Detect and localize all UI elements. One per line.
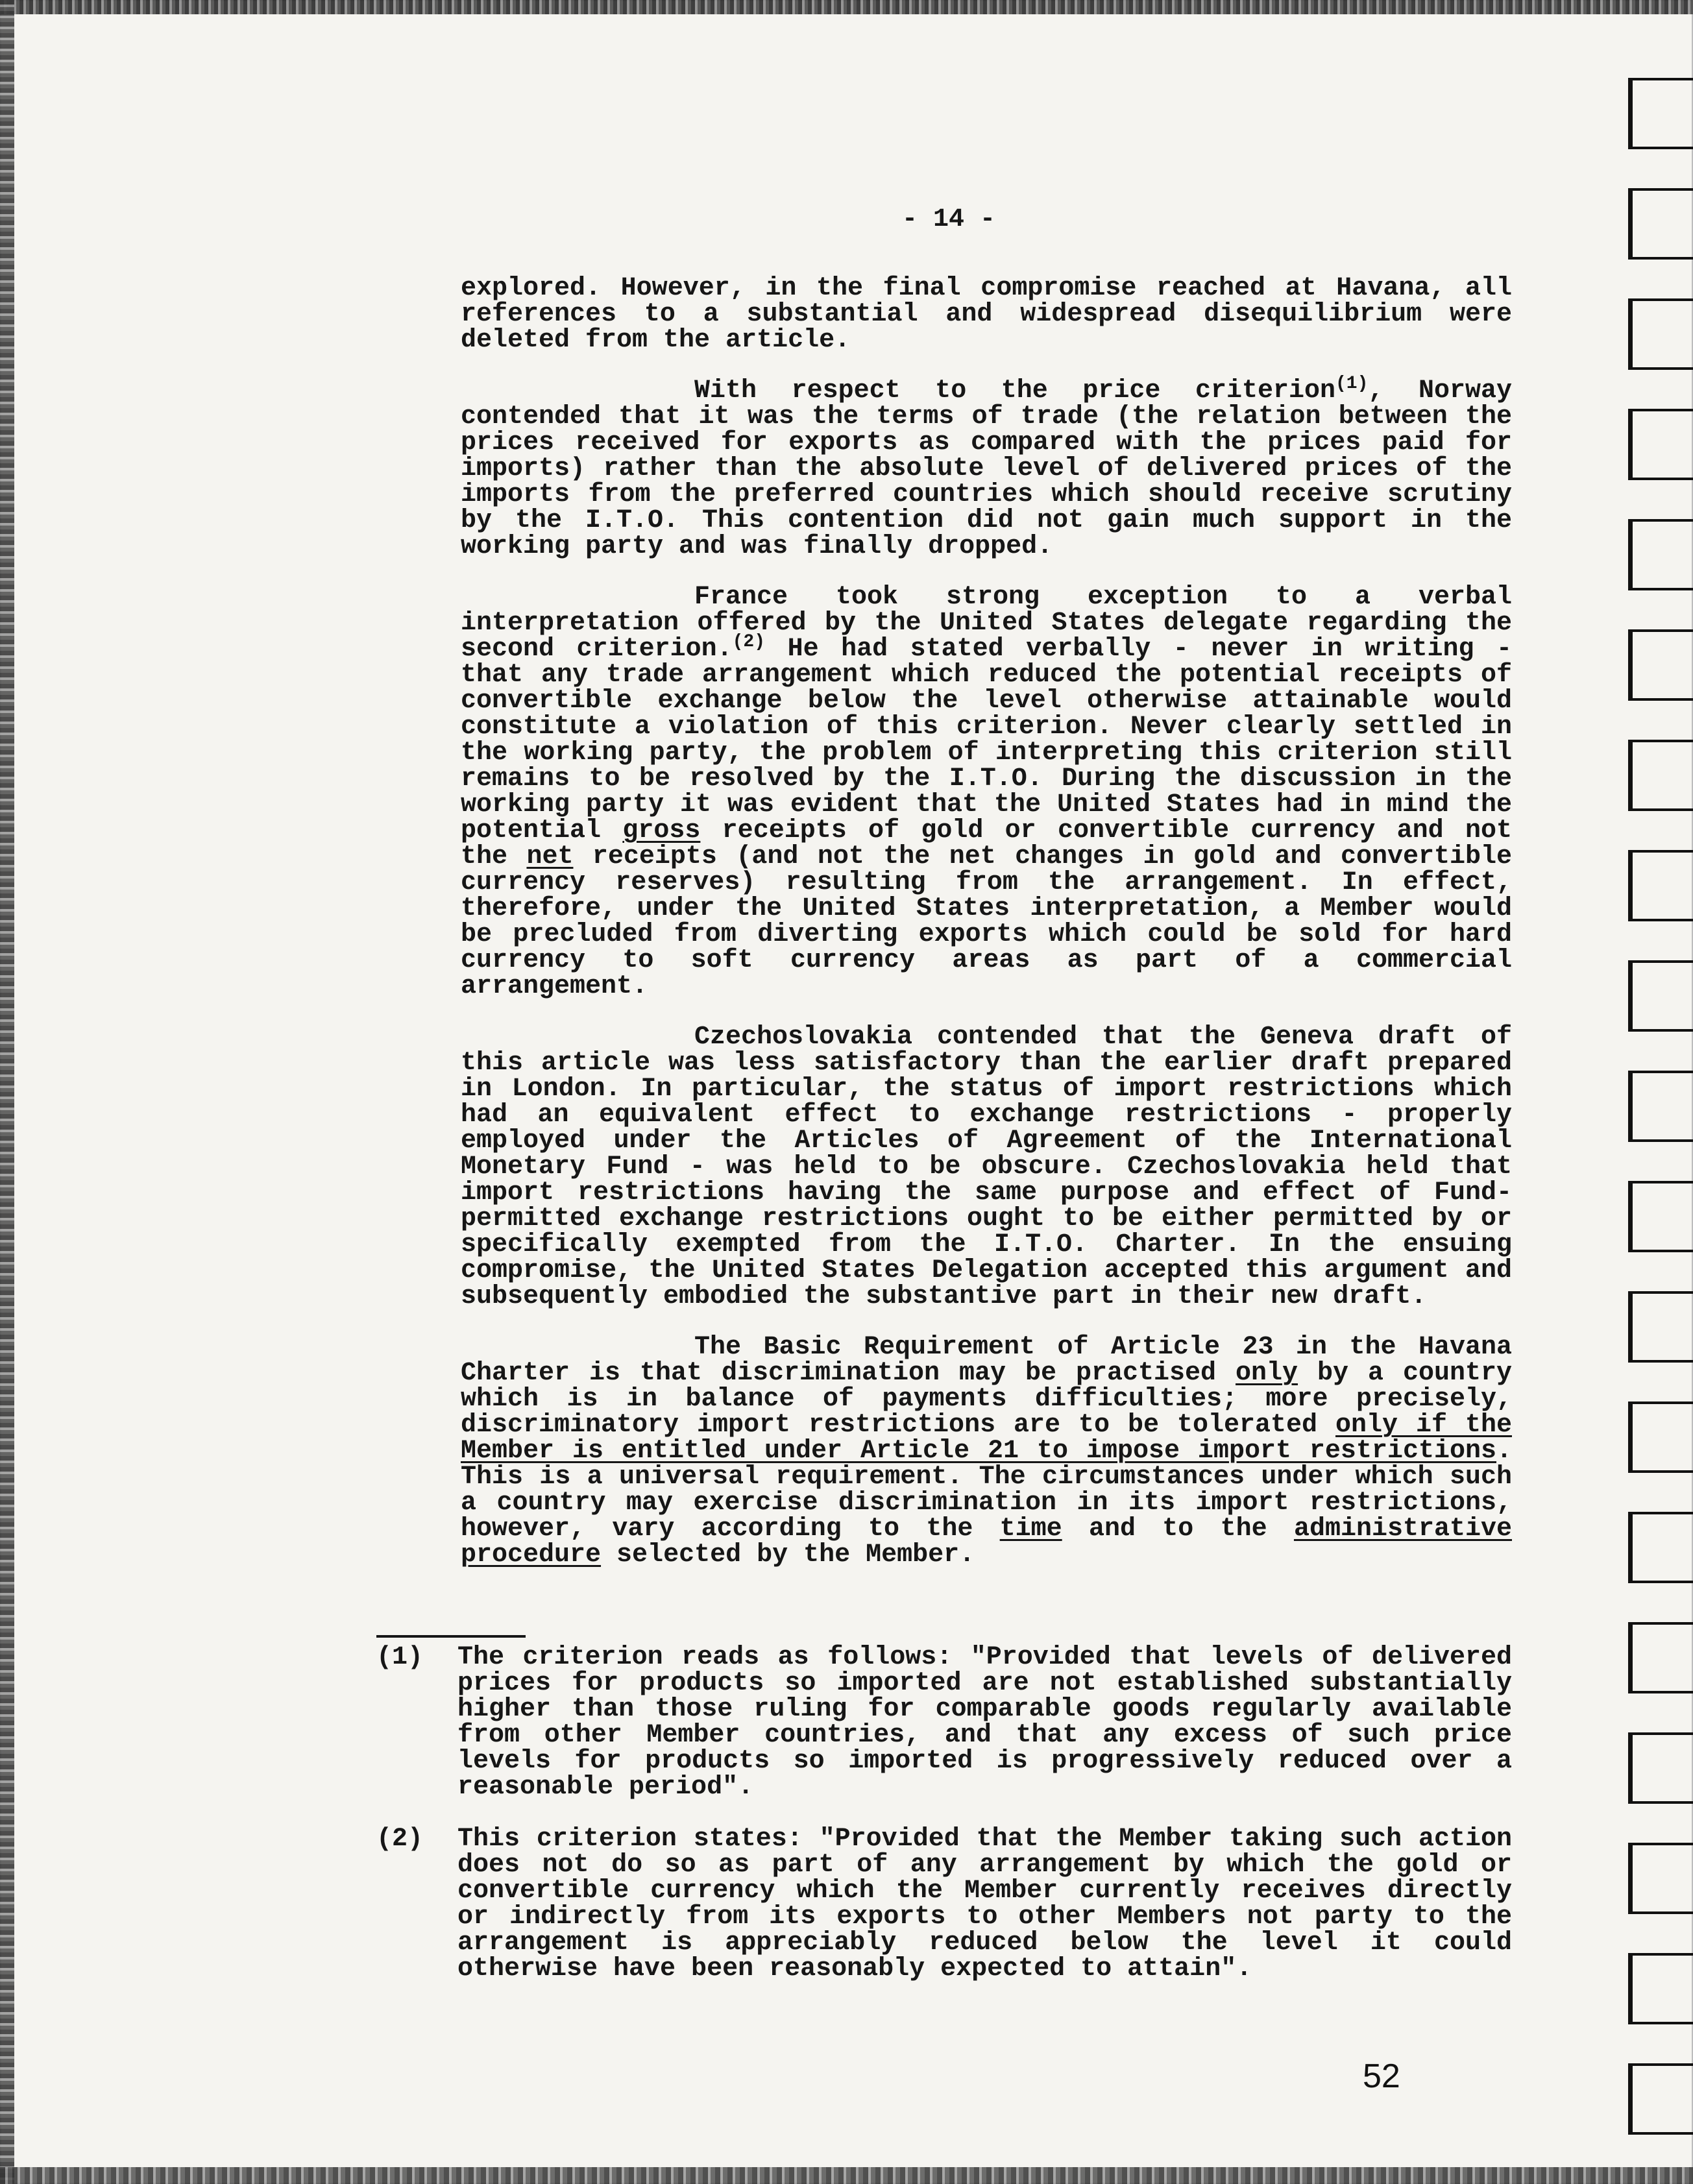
scan-top-edge xyxy=(0,0,1693,14)
binding-ring xyxy=(1628,1401,1693,1473)
underlined-text: administrative procedure xyxy=(461,1514,1513,1570)
archive-page-stamp: 52 xyxy=(1363,2057,1400,2095)
binding-ring xyxy=(1628,1291,1693,1363)
binding-ring xyxy=(1628,519,1693,590)
binding-ring xyxy=(1628,1732,1693,1804)
binding-ring xyxy=(1628,2063,1693,2135)
binding-ring xyxy=(1628,1181,1693,1252)
footnote-mark: (1) xyxy=(376,1643,424,1672)
binding-ring xyxy=(1628,78,1693,149)
text-run: , Norway contended that it was the terms of trade (the relation between the prices received for exports as compared with the prices paid for imports) rather than the absolute level of delivered prices of the imports from the preferred countries which should receive scrutiny by the I.T.O. This contention did not gain much support in the working party and was finally dropped. xyxy=(461,376,1513,561)
text-run: receipts (and not the net changes in gold and convertible currency reserves) resulting from the arrangement. In effect, therefore, under the United States interpretation, a Member would be precluded from diverting exports which could be sold for hard currency to soft currency areas as part of a commercial arrangement. xyxy=(461,842,1512,1001)
footnote-text: This criterion states: "Provided that the Member taking such action does not do so as part of any arrangement by which the gold or convertible currency which the Member currently receives directly or indirectly from its exports to other Members not party to the arrangement is appreciably reduced below the level it could otherwise have been reasonably expected to attain". xyxy=(457,1825,1512,1984)
paragraph xyxy=(461,1335,1512,1568)
binding-ring xyxy=(1628,409,1693,480)
text-run: France took strong exception to a verbal interpretation offered by the United States delegate regarding the second criterion. xyxy=(461,583,1512,664)
footnote-mark: (2) xyxy=(376,1825,424,1854)
binding-ring xyxy=(1628,960,1693,1032)
paragraph: Czechoslovakia contended that the Geneva draft of this article was less satisfactory than the earlier draft prepared in London. In particular, the status of import restrictions which had an equivalent effect to exchange restrictions - properly employed under the Articles of Agreement of the International Monetary Fund - was held to be obscure. Czechoslovakia held that import restrictions having the same purpose and effect of Fund-permitted exchange restrictions ought to be either permitted by or specifically exempted from the I.T.O. Charter. In the ensuing compromise, the United States Delegation accepted this argument and subsequently embodied the substantive part in their new draft. xyxy=(461,1023,1512,1311)
paragraph: explored. However, in the final compromise reached at Havana, all references to a substantial and widespread disequilibrium were deleted from the article. xyxy=(461,274,1512,355)
page-number: - 14 - xyxy=(902,205,996,234)
body-text xyxy=(461,276,1512,1593)
footnote-ref: (2) xyxy=(732,632,766,652)
binding-ring xyxy=(1628,740,1693,811)
binding-ring xyxy=(1628,188,1693,260)
text-run: selected by the Member. xyxy=(601,1540,975,1570)
footnote-ref: (1) xyxy=(1335,374,1369,394)
binding-ring xyxy=(1628,1843,1693,1914)
binding-ring xyxy=(1628,1512,1693,1583)
underlined-text: gross xyxy=(622,816,701,845)
binding-ring xyxy=(1628,1622,1693,1693)
underlined-text: only xyxy=(1236,1359,1298,1388)
binding-ring xyxy=(1628,1071,1693,1142)
scan-bottom-edge xyxy=(0,2167,1693,2184)
footnote-rule xyxy=(376,1635,526,1638)
underlined-text: only if the Member is entitled under Article 21 to impose import restrictions xyxy=(461,1411,1512,1466)
text-run: . This is a universal requirement. The circumstances under which such a country may exercise discrimination in its import restrictions, however, vary according to the xyxy=(461,1437,1512,1544)
text-run: He had stated verbally - never in writing - that any trade arrangement which reduced the potential receipts of convertible exchange below the level otherwise attainable would constitute a violation of this criterion. Never clearly settled in the working party, the problem of interpreting this criterion still remains to be resolved by the I.T.O. During the discussion in the working party it was evident that the United States had in mind the potential xyxy=(461,635,1512,845)
binding-ring xyxy=(1628,298,1693,370)
binding-ring xyxy=(1628,850,1693,921)
text-run: With respect to the price criterion xyxy=(694,376,1335,406)
text-run: The Basic Requirement of Article 23 in the Havana Charter is that discrimination may be practised xyxy=(461,1333,1512,1388)
text-run: by a country which is in balance of payments difficulties; more precisely, discriminatory import restrictions are to be tolerated xyxy=(461,1359,1513,1440)
underlined-text: time xyxy=(999,1514,1062,1544)
binding-ring xyxy=(1628,629,1693,701)
underlined-text: net xyxy=(526,842,574,871)
spiral-binding xyxy=(1622,65,1693,2184)
footnote-text: The criterion reads as follows: "Provided that levels of delivered prices for products so imported are not established substantially higher than those ruling for comparable goods regularly available from other Member countries, and that any excess of such price levels for products so imported is progressively reduced over a reasonable period". xyxy=(457,1643,1512,1802)
scan-left-edge xyxy=(0,0,14,2184)
text-run: and to the xyxy=(1062,1514,1294,1544)
paragraph xyxy=(461,585,1512,1000)
text-run: receipts of gold or convertible currency and not the xyxy=(461,816,1512,871)
binding-ring xyxy=(1628,1953,1693,2024)
paragraph xyxy=(461,374,1513,561)
